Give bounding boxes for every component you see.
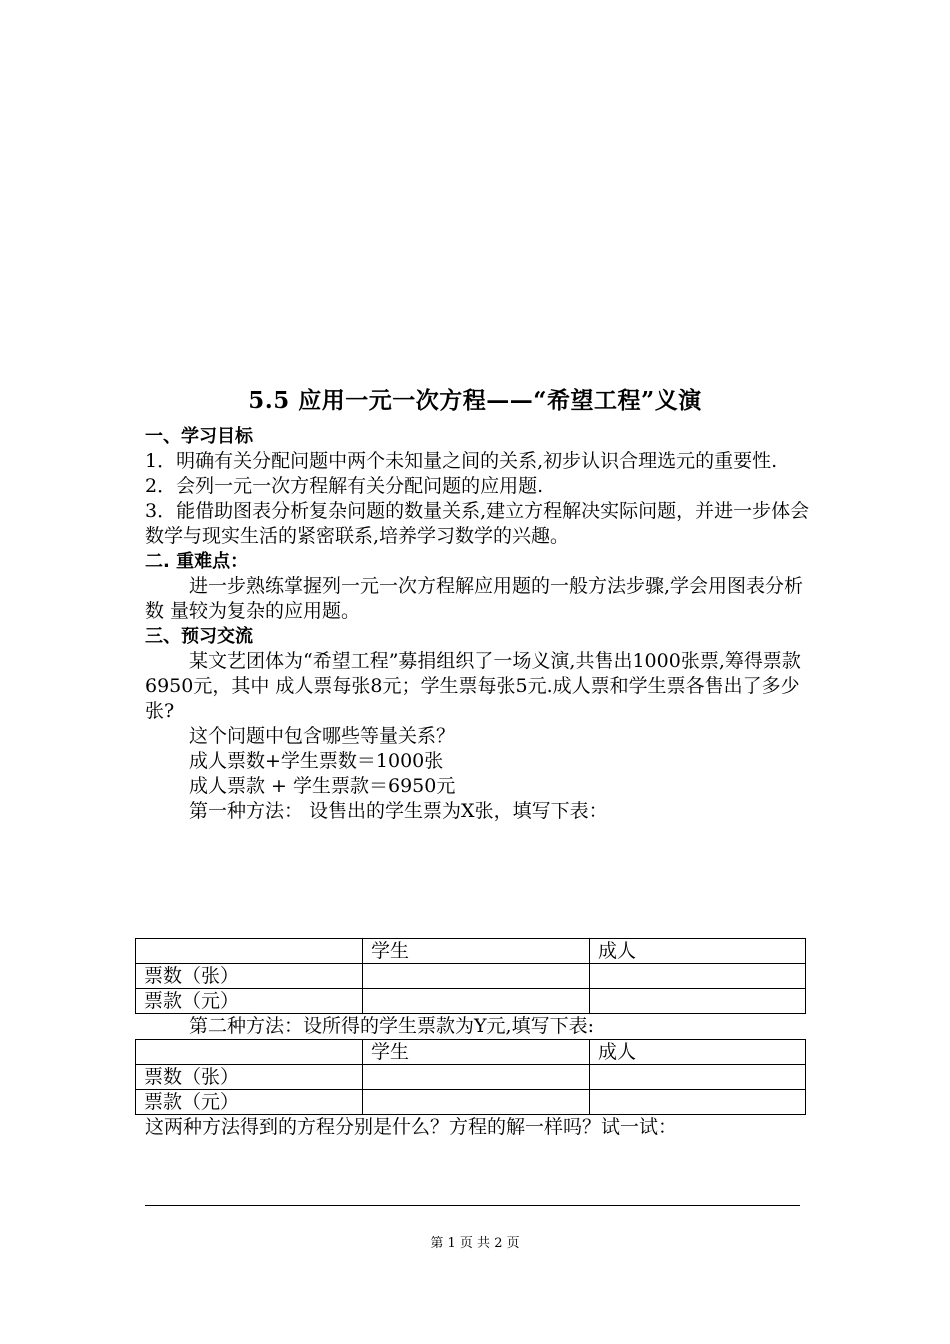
table-cell	[363, 1065, 590, 1090]
table-header-adult: 成人	[590, 1040, 806, 1065]
relation-1: 成人票数+学生票数＝1000张	[189, 750, 444, 772]
table-row	[136, 989, 806, 1014]
table-cell	[136, 939, 363, 964]
table-cell	[590, 1090, 806, 1115]
table-row-label: 票数（张）	[136, 964, 363, 989]
table-cell	[363, 964, 590, 989]
section-heading-key-points: 二. 重难点：	[145, 551, 249, 572]
page-footer: 第 1 页 共 2 页	[430, 1236, 520, 1251]
ticket-table-2	[135, 1039, 806, 1115]
table-header-student: 学生	[363, 1040, 590, 1065]
closing-question: 这两种方法得到的方程分别是什么？方程的解一样吗？试一试：	[145, 1116, 678, 1138]
table-row-label: 票数（张）	[136, 1065, 363, 1090]
goal-item-2: 2．会列一元一次方程解有关分配问题的应用题.	[145, 475, 544, 497]
table-row-label: 票款（元）	[136, 1090, 363, 1115]
goal-item-1: 1．明确有关分配问题中两个未知量之间的关系,初步认识合理选元的重要性.	[145, 450, 778, 472]
footer-divider	[145, 1205, 800, 1206]
table-cell	[590, 964, 806, 989]
blank-space	[145, 824, 815, 938]
table-row	[136, 1090, 806, 1115]
goal-item-3: 3．能借助图表分析复杂问题的数量关系,建立方程解决实际问题，并进一步体会数学与现实生活的紧密联系,培养学习数学的兴趣。	[145, 500, 810, 547]
table-cell	[363, 1090, 590, 1115]
method-2-text: 第二种方法：设所得的学生票款为Y元,填写下表:	[189, 1015, 594, 1037]
table-cell	[363, 989, 590, 1014]
table-header-student: 学生	[363, 939, 590, 964]
content-body	[145, 424, 815, 1140]
ticket-table-1	[135, 938, 806, 1014]
relation-2: 成人票款 + 学生票款＝6950元	[189, 775, 456, 797]
question-text: 这个问题中包含哪些等量关系？	[189, 725, 456, 747]
table-row-label: 票款（元）	[136, 989, 363, 1014]
page-title: 5.5 应用一元一次方程——“希望工程”义演	[248, 387, 702, 414]
table-header-adult: 成人	[590, 939, 806, 964]
table-row	[136, 1065, 806, 1090]
method-1-text: 第一种方法： 设售出的学生票为X张，填写下表：	[189, 800, 608, 822]
section-heading-preview: 三、预习交流	[145, 626, 253, 647]
table-row	[136, 1040, 806, 1065]
table-cell	[136, 1040, 363, 1065]
section-heading-goals: 一、学习目标	[145, 426, 253, 447]
table-row	[136, 964, 806, 989]
table-cell	[590, 989, 806, 1014]
table-cell	[590, 1065, 806, 1090]
key-points-text: 进一步熟练掌握列一元一次方程解应用题的一般方法步骤,学会用图表分析数 量较为复杂的应用题。	[145, 575, 804, 622]
problem-text: 某文艺团体为“希望工程”募捐组织了一场义演,共售出1000张票,筹得票款6950元，其中 成人票每张8元；学生票每张5元.成人票和学生票各售出了多少张?	[145, 650, 801, 722]
table-row	[136, 939, 806, 964]
